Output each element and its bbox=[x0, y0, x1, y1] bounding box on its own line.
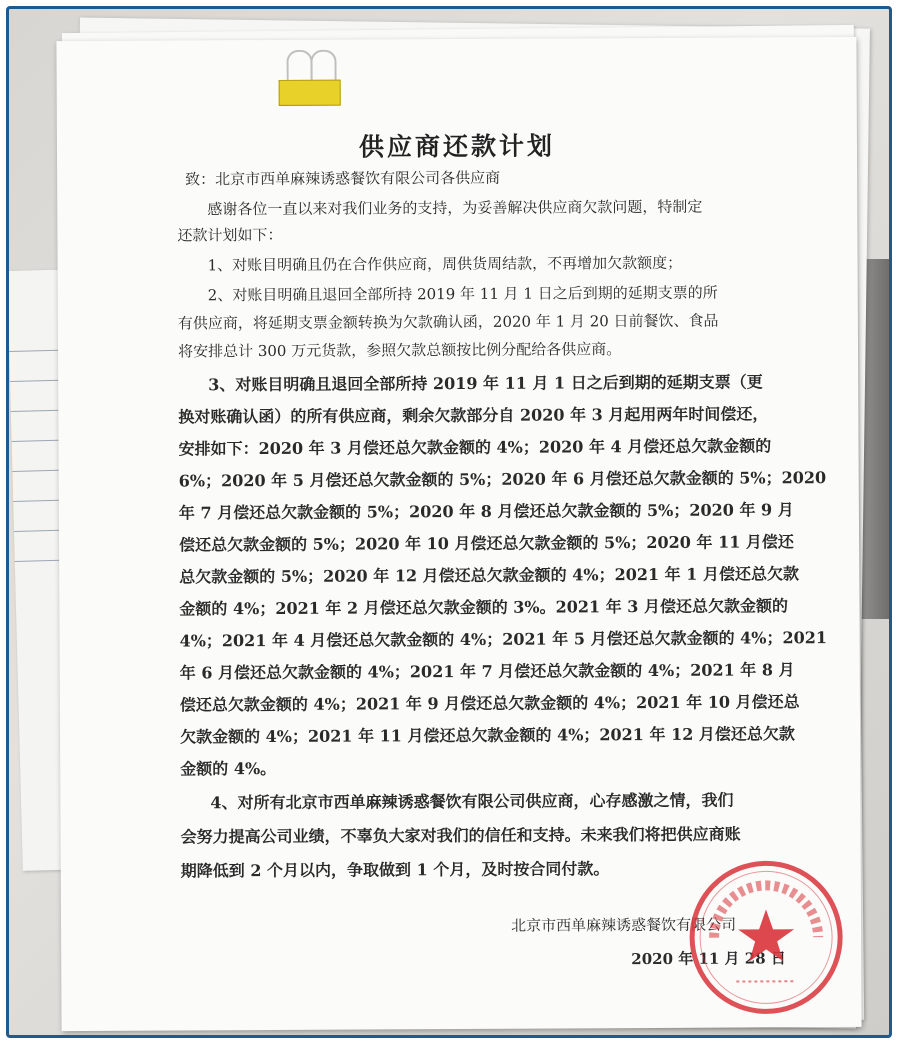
item-4-line: 期降低到 2 个月以内，争取做到 1 个月，及时按合同付款。 bbox=[180, 859, 610, 881]
item-3-line: 金额的 4%。 bbox=[180, 758, 277, 779]
seal-star-icon bbox=[738, 909, 794, 961]
item-3-line: 6%；2020 年 5 月偿还总欠款金额的 5%；2020 年 6 月偿还总欠款金额的 5%；2020 bbox=[178, 468, 827, 491]
signature-company: 北京市西单麻辣诱惑餐饮有限公司 bbox=[511, 915, 737, 935]
company-seal bbox=[686, 857, 847, 1018]
item-2-line: 将安排总计 300 万元货款，参照欠款总额按比例分配给各供应商。 bbox=[177, 340, 622, 361]
signature-date: 2020 年 11 月 28 日 bbox=[631, 949, 786, 969]
item-3-line: 安排如下：2020 年 3 月偿还总欠款金额的 4%；2020 年 4 月偿还总欠款金额的 bbox=[178, 436, 772, 459]
item-2-line: 2、对账目明确且退回全部所持 2019 年 11 月 1 日之后到期的延期支票的所 bbox=[207, 283, 718, 305]
item-4-line: 会努力提高公司业绩，不辜负大家对我们的信任和支持。未来我们将把供应商账 bbox=[180, 824, 741, 847]
item-3-line: 4%；2021 年 4 月偿还总欠款金额的 4%；2021 年 5 月偿还总欠款金额的 4%；2021 bbox=[179, 628, 828, 651]
item-4-line: 4、对所有北京市西单麻辣诱惑餐饮有限公司供应商，心存感激之情，我们 bbox=[210, 790, 734, 813]
intro-line: 感谢各位一直以来对我们业务的支持，为妥善解决供应商欠款问题，特制定 bbox=[207, 197, 703, 219]
item-3-line: 年 6 月偿还总欠款金额的 4%；2021 年 7 月偿还总欠款金额的 4%；2021 年 8 月 bbox=[179, 660, 795, 683]
item-1: 1、对账目明确且仍在合作供应商，周供货周结款，不再增加欠款额度； bbox=[207, 253, 683, 275]
intro-line: 还款计划如下： bbox=[177, 225, 283, 245]
item-2-line: 有供应商，将延期支票金额转换为欠款确认函，2020 年 1 月 20 日前餐饮、食品 bbox=[177, 311, 719, 333]
salutation: 致：北京市西单麻辣诱惑餐饮有限公司各供应商 bbox=[185, 168, 501, 189]
item-3-line: 金额的 4%；2021 年 2 月偿还总欠款金额的 3%。2021 年 3 月偿还总欠款金额的 bbox=[179, 596, 789, 619]
binder-clip bbox=[278, 50, 340, 100]
item-3-line: 偿还总欠款金额的 4%；2021 年 9 月偿还总欠款金额的 4%；2021 年 10 月偿还总 bbox=[179, 692, 800, 715]
item-3-line: 3、对账目明确且退回全部所持 2019 年 11 月 1 日之后到期的延期支票（更 bbox=[208, 372, 763, 395]
item-3-line: 欠款金额的 4%；2021 年 11 月偿还总欠款金额的 4%；2021 年 12 月偿还总欠款 bbox=[180, 724, 795, 747]
document-page bbox=[56, 37, 861, 1031]
photo-frame bbox=[6, 6, 892, 1038]
item-3-line: 总欠款金额的 5%；2020 年 12 月偿还总欠款金额的 4%；2021 年 1 月偿还总欠款 bbox=[179, 564, 799, 587]
item-3-line: 偿还总欠款金额的 5%；2020 年 10 月偿还总欠款金额的 5%；2020 年 11 月偿还 bbox=[179, 532, 794, 555]
document-title: 供应商还款计划 bbox=[358, 131, 556, 162]
item-3-line: 年 7 月偿还总欠款金额的 5%；2020 年 8 月偿还总欠款金额的 5%；2020 年 9 月 bbox=[178, 500, 794, 523]
item-3-line: 换对账确认函）的所有供应商，剩余欠款部分自 2020 年 3 月起用两年时间偿还， bbox=[178, 404, 769, 427]
